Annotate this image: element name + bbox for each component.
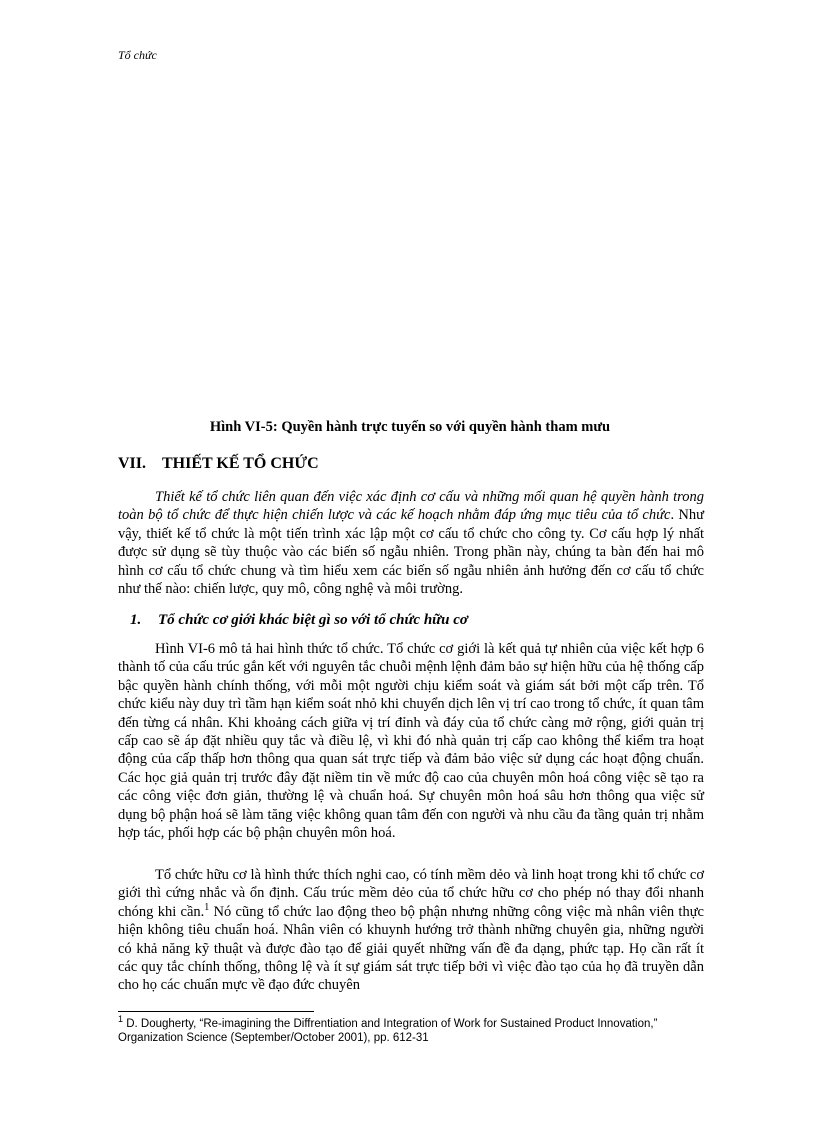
organic-text-part-2: Nó cũng tổ chức lao động theo bộ phận nhưng những công việc mà nhân viên thực hiện không tiêu chuẩn hoá. Nhân viên có khuynh hướng trở thành những chuyên gia, những người có khả năng kỹ thuật và được đào tạo để giải quyết những vấn đề đa dạng, phức tạp. Họ cần rất ít các quy tắc chính thống, thông lệ và ít sự giám sát trực tiếp bởi vì việc đào tạo của họ đã truyền dẫn cho họ các chuẩn mực về đạo đức chuyên — [118, 903, 704, 994]
footnote-reference[interactable]: 1 — [204, 901, 210, 913]
intro-italic-definition: Thiết kế tổ chức liên quan đến việc xác định cơ cấu và những mối quan hệ quyền hành trong toàn bộ tổ chức để thực hiện chiến lược và các kế hoạch nhằm đáp ứng mục tiêu của tổ chức — [118, 489, 704, 524]
organic-text-part-1: Tổ chức hữu cơ là hình thức thích nghi cao, có tính mềm dẻo và linh hoạt trong khi tổ chức cơ giới thì cứng nhắc và ổn định. Cấu trúc mềm dẻo của tổ chức hữu cơ cho phép nó thay đổi nhanh chóng khi cần. — [118, 867, 704, 920]
subsection-title: Tổ chức cơ giới khác biệt gì so với tổ chức hữu cơ — [158, 612, 468, 628]
footnote-text: D. Dougherty, “Re-imagining the Diffrentiation and Integration of Work for Sustained Product Innovation,” Organization Science (September/October 2001), pp. 612-31 — [118, 1018, 658, 1044]
footnote — [118, 1014, 718, 1045]
figure-caption: Hình VI-5: Quyền hành trực tuyến so với quyền hành tham mưu — [209, 419, 611, 435]
intro-paragraph-text: . Như vậy, thiết kế tổ chức là một tiến trình xác lập một cơ cấu tổ chức cho công ty. Cơ cấu hợp lý nhất được sử dụng sẽ tùy thuộc vào các biến số ngẫu nhiên. Trong phần này, chúng ta bàn đến hai mô hình cơ cấu tổ chức chung và tìm hiểu xem các biến số ngẫu nhiên ảnh hưởng đến cơ cấu tổ chức như thế nào: chiến lược, quy mô, công nghệ và môi trường. — [118, 507, 704, 598]
footnote-separator — [118, 1011, 314, 1012]
subsection-number: 1. — [130, 612, 142, 628]
subsection-heading — [130, 612, 468, 629]
figure-placeholder — [118, 80, 702, 410]
section-number: VII. — [118, 455, 147, 472]
footnote-mark: 1 — [118, 1014, 124, 1025]
intro-paragraph — [118, 488, 704, 598]
body-paragraph-organic — [118, 866, 704, 995]
running-header: Tổ chức — [118, 48, 157, 62]
section-heading — [118, 455, 319, 473]
body-paragraph-mechanistic: Hình VI-6 mô tả hai hình thức tổ chức. Tổ chức cơ giới là kết quả tự nhiên của việc kết hợp 6 thành tố của cấu trúc gắn kết với nguyên tắc chuỗi mệnh lệnh đảm bảo sự hiện hữu của hệ thống cấp bậc quyền hành chính thống, với mỗi một người chịu kiểm soát và giám sát bởi một cấp trên. Tổ chức kiểu này duy trì tầm hạn kiểm soát nhỏ khi chuyển dịch lên vị trí cao trong tổ chức, ít quan tâm đến từng cá nhân. Khi khoảng cách giữa vị trí đỉnh và đáy của tổ chức càng mở rộng, giới quản trị cấp cao sẽ áp đặt nhiều quy tắc và điều lệ, vì khi đó nhà quản trị cấp cao không thể kiểm tra hoạt động của cấp thấp hơn thông qua quan sát trực tiếp và đảm bảo việc sử dụng các hoạt động chuẩn. Các học giả quản trị trước đây đặt niềm tin về mức độ cao của chuyên môn hoá công việc sẽ tạo ra các công việc đơn giản, thường lệ và chuẩn hoá. Sự chuyên môn hoá sâu hơn thông qua việc sử dụng bộ phận hoá sẽ làm tăng việc không quan tâm đến con người và nhu cầu đa tầng quản trị nhằm hợp tác, phối hợp các bộ phận chuyên môn hoá. — [118, 641, 704, 842]
section-title: THIẾT KẾ TỔ CHỨC — [162, 455, 319, 472]
